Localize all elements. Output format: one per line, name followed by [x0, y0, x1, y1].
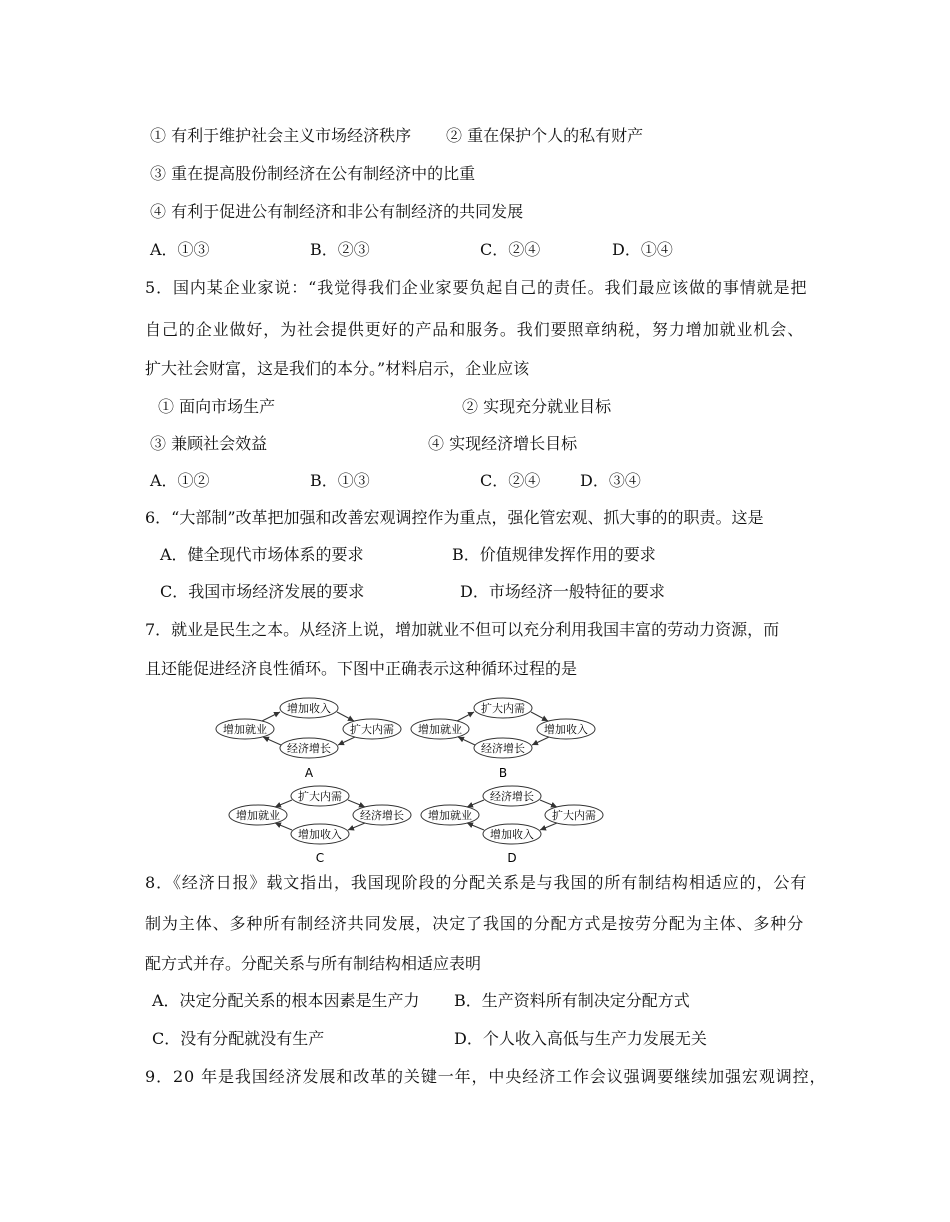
q7-cycle-diagrams — [0, 690, 950, 870]
q6-option-b: B．价值规律发挥作用的要求 — [452, 545, 656, 564]
q5-stem-line-1: 5．国内某企业家说：“我觉得我们企业家要负起自己的责任。我们最应该做的事情就是把 — [145, 278, 808, 297]
q8-option-b: B．生产资料所有制决定分配方式 — [454, 991, 690, 1010]
diagram-d-top: 经济增长 — [490, 790, 534, 803]
q5-item-1: ① 面向市场生产 — [158, 397, 276, 416]
q6-stem: 6．“大部制”改革把加强和改善宏观调控作为重点，强化管宏观、抓大事的的职责。这是 — [145, 508, 764, 527]
q8-stem-line-1: 8．《经济日报》载文指出，我国现阶段的分配关系是与我国的所有制结构相适应的，公有 — [145, 873, 808, 892]
q5-option-c: C．②④ — [480, 471, 541, 490]
q8-option-c: C．没有分配就没有生产 — [152, 1029, 325, 1048]
q5-item-2: ② 实现充分就业目标 — [462, 397, 612, 416]
diagram-a — [216, 698, 401, 780]
diagram-a-bottom: 经济增长 — [287, 742, 331, 755]
diagram-d-right: 扩大内需 — [552, 809, 596, 822]
q9-stem: 9．20 年是我国经济发展和改革的关键一年，中央经济工作会议强调要继续加强宏观调控， — [145, 1067, 827, 1086]
diagram-a-label: A — [304, 766, 314, 780]
q4-option-b: B．②③ — [310, 240, 370, 259]
q5-option-b: B．①③ — [310, 471, 370, 490]
diagram-c-label: C — [315, 851, 325, 865]
diagram-b-bottom: 经济增长 — [481, 742, 525, 755]
q5-stem-line-3: 扩大社会财富，这是我们的本分。”材料启示，企业应该 — [145, 359, 530, 378]
q8-option-a: A．决定分配关系的根本因素是生产力 — [152, 991, 420, 1010]
diagram-a-right: 扩大内需 — [350, 723, 394, 736]
q4-option-a: A．①③ — [150, 240, 210, 259]
q4-item-3: ③ 重在提高股份制经济在公有制经济中的比重 — [150, 164, 476, 183]
q8-option-d: D．个人收入高低与生产力发展无关 — [454, 1029, 707, 1048]
diagram-c-right: 经济增长 — [360, 809, 404, 822]
diagram-c-bottom: 增加收入 — [298, 828, 342, 841]
diagram-b-top: 扩大内需 — [481, 702, 525, 715]
q5-item-4: ④ 实现经济增长目标 — [428, 434, 578, 453]
q5-option-d: D．③④ — [580, 471, 641, 490]
q4-item-1: ① 有利于维护社会主义市场经济秩序 — [150, 126, 412, 145]
diagram-d-bottom: 增加收入 — [490, 828, 534, 841]
diagram-a-left: 增加就业 — [223, 723, 267, 736]
q5-stem-line-2: 自己的企业做好，为社会提供更好的产品和服务。我们要照章纳税，努力增加就业机会、 — [145, 320, 805, 339]
q8-stem-line-2: 制为主体、多种所有制经济共同发展，决定了我国的分配方式是按劳分配为主体、多种分 — [145, 914, 805, 933]
diagram-d-label: D — [507, 851, 517, 865]
diagram-d-left: 增加就业 — [428, 809, 472, 822]
q4-option-d: D．①④ — [612, 240, 673, 259]
diagram-b — [411, 698, 595, 780]
diagram-d — [421, 786, 603, 865]
q4-item-2: ② 重在保护个人的私有财产 — [446, 126, 644, 145]
diagram-c-left: 增加就业 — [236, 809, 280, 822]
q8-stem-line-3: 配方式并存。分配关系与所有制结构相适应表明 — [145, 954, 482, 973]
diagram-b-left: 增加就业 — [418, 723, 462, 736]
q4-item-4: ④ 有利于促进公有制经济和非公有制经济的共同发展 — [150, 202, 524, 221]
q6-option-c: C．我国市场经济发展的要求 — [160, 582, 365, 601]
q6-option-a: A．健全现代市场体系的要求 — [160, 545, 364, 564]
q4-option-c: C．②④ — [480, 240, 541, 259]
q5-item-3: ③ 兼顾社会效益 — [150, 434, 268, 453]
q7-stem-line-2: 且还能促进经济良性循环。下图中正确表示这种循环过程的是 — [145, 659, 578, 678]
diagram-a-top: 增加收入 — [287, 702, 331, 715]
diagram-b-label: B — [498, 766, 508, 780]
diagram-b-right: 增加收入 — [544, 723, 588, 736]
q6-option-d: D．市场经济一般特征的要求 — [460, 582, 665, 601]
q5-option-a: A．①② — [150, 471, 210, 490]
diagram-c-top: 扩大内需 — [298, 790, 342, 803]
q7-stem-line-1: 7．就业是民生之本。从经济上说，增加就业不但可以充分利用我国丰富的劳动力资源，而 — [145, 620, 780, 639]
diagram-c — [229, 786, 411, 865]
